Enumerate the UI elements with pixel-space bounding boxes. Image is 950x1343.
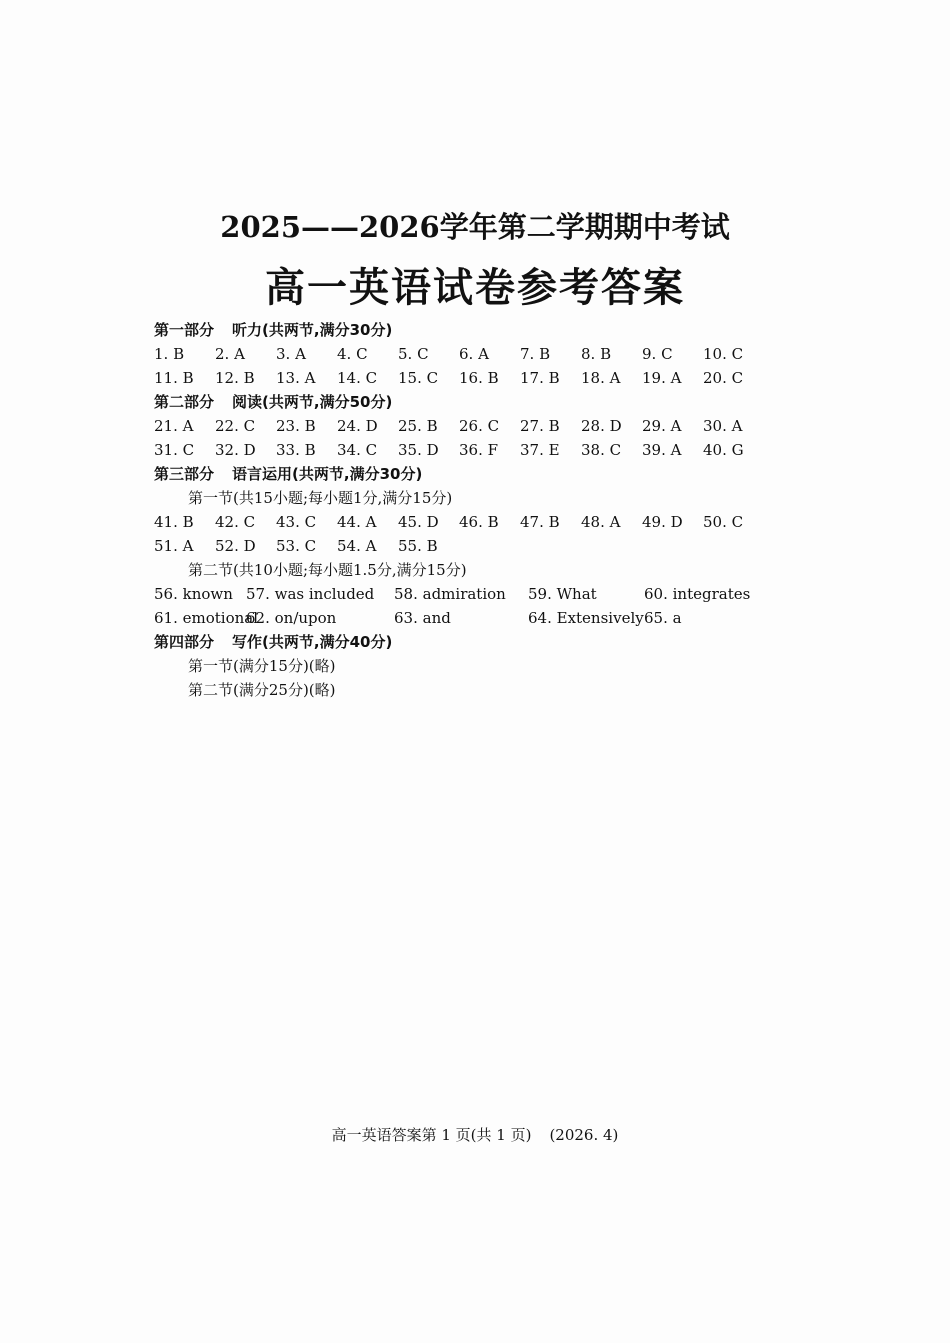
answer-item: 37. E <box>520 441 560 459</box>
part3-fill-row-2 <box>154 606 754 630</box>
answer-item: 25. B <box>398 417 438 435</box>
answer-item: 32. D <box>215 441 256 459</box>
answer-item: 5. C <box>398 345 429 363</box>
part1-row-2 <box>154 366 754 390</box>
answer-item: 4. C <box>337 345 368 363</box>
answer-item: 2. A <box>215 345 245 363</box>
answer-item: 14. C <box>337 369 378 387</box>
part3-heading <box>154 462 754 486</box>
answer-item: 6. A <box>459 345 489 363</box>
answer-item: 27. B <box>520 417 560 435</box>
part4-title: 写作(共两节,满分40分) <box>232 633 393 651</box>
fill-answer-item: 59. What <box>528 585 597 603</box>
answer-item: 33. B <box>276 441 316 459</box>
answer-item: 9. C <box>642 345 673 363</box>
answer-item: 45. D <box>398 513 439 531</box>
answer-item: 31. C <box>154 441 195 459</box>
part4-section2: 第二节(满分25分)(略) <box>188 681 336 699</box>
answer-item: 34. C <box>337 441 378 459</box>
part3-section2-title: 第二节(共10小题;每小题1.5分,满分15分) <box>188 561 467 579</box>
answer-item: 23. B <box>276 417 316 435</box>
answer-item: 47. B <box>520 513 560 531</box>
fill-answer-item: 64. Extensively <box>528 609 644 627</box>
part3-row-2 <box>154 534 754 558</box>
answer-item: 41. B <box>154 513 194 531</box>
answer-item: 52. D <box>215 537 256 555</box>
answer-item: 40. G <box>703 441 744 459</box>
answer-item: 36. F <box>459 441 499 459</box>
fill-answer-item: 63. and <box>394 609 451 627</box>
answer-item: 28. D <box>581 417 622 435</box>
answer-content <box>154 318 754 702</box>
part2-row-2 <box>154 438 754 462</box>
answer-item: 10. C <box>703 345 744 363</box>
answer-item: 54. A <box>337 537 377 555</box>
answer-item: 8. B <box>581 345 612 363</box>
fill-answer-item: 62. on/upon <box>246 609 337 627</box>
answer-item: 16. B <box>459 369 499 387</box>
answer-item: 18. A <box>581 369 621 387</box>
answer-item: 35. D <box>398 441 439 459</box>
answer-item: 7. B <box>520 345 551 363</box>
answer-item: 22. C <box>215 417 256 435</box>
page-footer <box>0 1124 950 1145</box>
fill-answer-item: 57. was included <box>246 585 375 603</box>
answer-item: 43. C <box>276 513 317 531</box>
answer-item: 12. B <box>215 369 255 387</box>
answer-item: 29. A <box>642 417 682 435</box>
answer-item: 55. B <box>398 537 438 555</box>
fill-answer-item: 56. known <box>154 585 233 603</box>
answer-item: 17. B <box>520 369 560 387</box>
part4-section1: 第一节(满分15分)(略) <box>188 657 336 675</box>
answer-item: 15. C <box>398 369 439 387</box>
footer-page-info: 高一英语答案第 1 页(共 1 页) <box>331 1126 532 1144</box>
part1-label: 第一部分 <box>154 321 215 339</box>
answer-item: 53. C <box>276 537 317 555</box>
answer-item: 42. C <box>215 513 256 531</box>
answer-item: 50. C <box>703 513 744 531</box>
answer-item: 19. A <box>642 369 682 387</box>
answer-item: 30. A <box>703 417 743 435</box>
part4-label: 第四部分 <box>154 633 215 651</box>
answer-item: 38. C <box>581 441 622 459</box>
answer-item: 11. B <box>154 369 194 387</box>
answer-item: 13. A <box>276 369 316 387</box>
answer-item: 24. D <box>337 417 378 435</box>
part2-heading <box>154 390 754 414</box>
fill-answer-item: 61. emotional <box>154 609 259 627</box>
exam-title: 2025——2026学年第二学期期中考试 <box>220 210 730 244</box>
part3-title: 语言运用(共两节,满分30分) <box>232 465 423 483</box>
answer-item: 1. B <box>154 345 185 363</box>
part1-heading <box>154 318 754 342</box>
part1-row-1 <box>154 342 754 366</box>
answer-item: 48. A <box>581 513 621 531</box>
answer-item: 3. A <box>276 345 306 363</box>
part3-fill-row-1 <box>154 582 754 606</box>
part3-row-1 <box>154 510 754 534</box>
answer-item: 44. A <box>337 513 377 531</box>
answer-item: 26. C <box>459 417 500 435</box>
answer-item: 46. B <box>459 513 499 531</box>
part2-title: 阅读(共两节,满分50分) <box>232 393 393 411</box>
part2-row-1 <box>154 414 754 438</box>
fill-answer-item: 65. a <box>644 609 682 627</box>
fill-answer-item: 58. admiration <box>394 585 506 603</box>
fill-answer-item: 60. integrates <box>644 585 751 603</box>
part4-heading <box>154 630 754 654</box>
part3-section1-title: 第一节(共15小题;每小题1分,满分15分) <box>188 489 453 507</box>
answer-item: 39. A <box>642 441 682 459</box>
answer-item: 21. A <box>154 417 194 435</box>
part2-label: 第二部分 <box>154 393 215 411</box>
part3-label: 第三部分 <box>154 465 215 483</box>
answer-item: 49. D <box>642 513 683 531</box>
answer-item: 51. A <box>154 537 194 555</box>
answer-item: 20. C <box>703 369 744 387</box>
footer-date: (2026. 4) <box>549 1126 619 1144</box>
answer-key-title: 高一英语试卷参考答案 <box>265 264 685 311</box>
part1-title: 听力(共两节,满分30分) <box>232 321 393 339</box>
